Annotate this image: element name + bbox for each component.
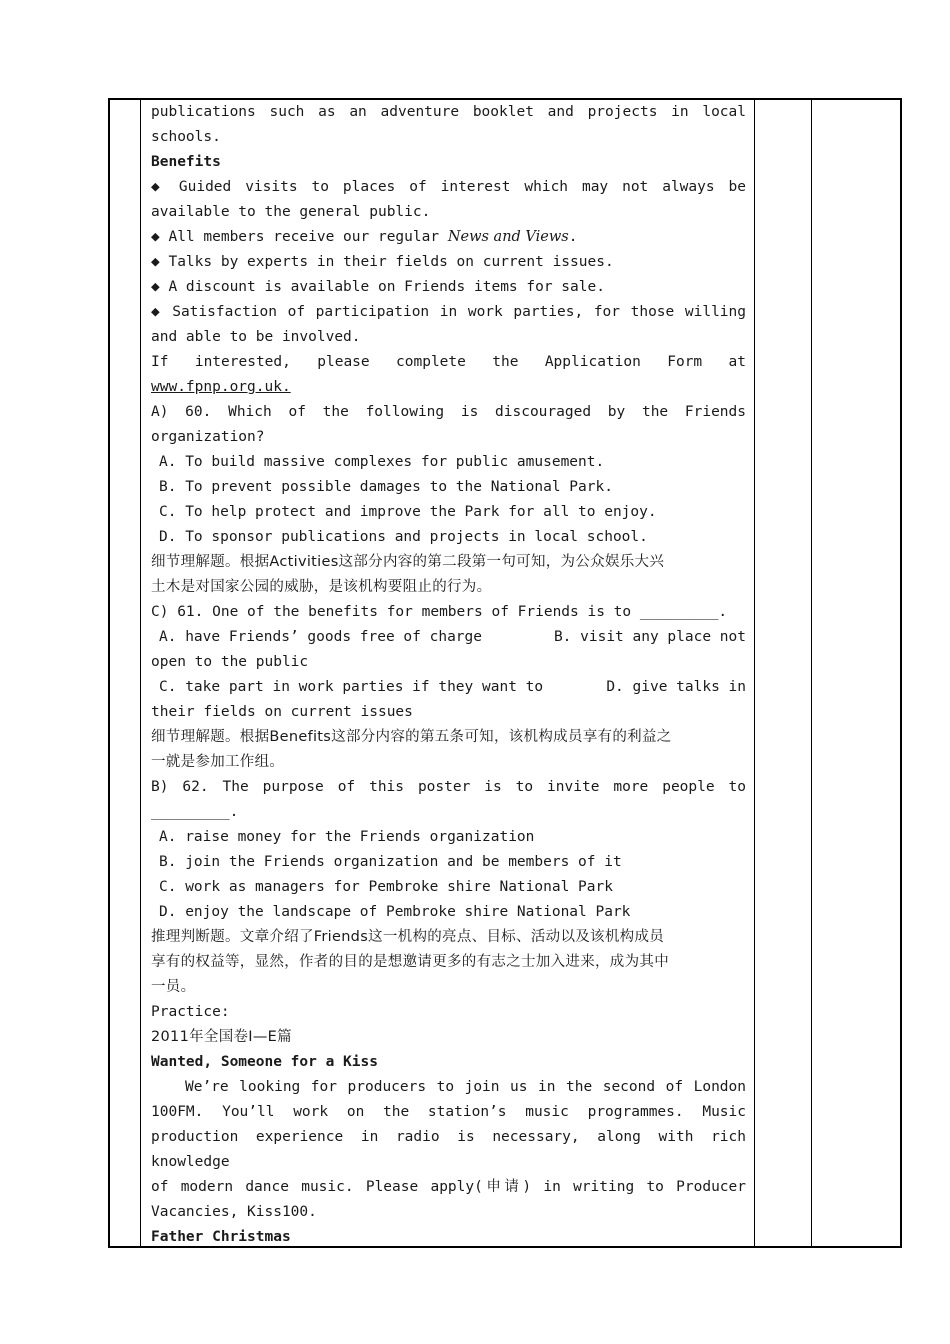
- benefit-item: and able to be involved.: [151, 329, 361, 345]
- option: B. join the Friends organization and be members of it: [159, 854, 622, 870]
- ad-body: production experience in radio is necessary, along with rich knowledge: [151, 1129, 746, 1170]
- text-line: schools.: [151, 129, 221, 145]
- benefit-item: ◆ All members receive our regular News and Views.: [151, 229, 578, 245]
- explanation-62: 推理判断题。文章介绍了Friends这一机构的亮点、目标、活动以及该机构成员: [151, 929, 665, 945]
- benefit-item: ◆ A discount is available on Friends items for sale.: [151, 279, 605, 295]
- benefit-item: ◆ Satisfaction of participation in work parties, for those willing: [151, 304, 746, 320]
- explanation-61: 细节理解题。根据Benefits这部分内容的第五条可知，该机构成员享有的利益之: [151, 729, 672, 745]
- benefit-item: available to the general public.: [151, 204, 431, 220]
- option-row: [151, 675, 746, 700]
- website-link[interactable]: www.fpnp.org.uk.: [151, 379, 291, 395]
- explanation-60: 土木是对国家公园的威胁，是该机构要阻止的行为。: [151, 579, 492, 595]
- option: D. To sponsor publications and projects in local school.: [159, 529, 648, 545]
- column-divider-3: [811, 100, 812, 1246]
- explanation-61: 一就是参加工作组。: [151, 754, 285, 770]
- option: C. take part in work parties if they want to: [159, 679, 544, 695]
- explanation-62: 一员。: [151, 979, 196, 995]
- practice-label: Practice:: [151, 1004, 230, 1020]
- option: their fields on current issues: [151, 704, 413, 720]
- column-divider-2: [754, 100, 755, 1246]
- question-61: C) 61. One of the benefits for members of Friends is to _________.: [151, 604, 728, 620]
- ad-body: Vacancies, Kiss100.: [151, 1204, 317, 1220]
- ad-title: Father Christmas: [151, 1229, 291, 1245]
- ad-title: Wanted, Someone for a Kiss: [151, 1054, 378, 1070]
- benefit-item: ◆ Talks by experts in their fields on current issues.: [151, 254, 614, 270]
- option: C. To help protect and improve the Park for all to enjoy.: [159, 504, 657, 520]
- option: open to the public: [151, 654, 309, 670]
- option: B. visit any place not: [553, 629, 746, 645]
- text-line: publications such as an adventure booklet and projects in local: [151, 104, 746, 120]
- explanation-60: 细节理解题。根据Activities这部分内容的第二段第一句可知，为公众娱乐大兴: [151, 554, 665, 570]
- option-row: [151, 625, 746, 650]
- option: A. To build massive complexes for public amusement.: [159, 454, 605, 470]
- practice-source: 2011年全国卷I—E篇: [151, 1029, 292, 1045]
- question-60: A) 60. Which of the following is discouraged by the Friends: [151, 404, 746, 420]
- explanation-62: 享有的权益等，显然，作者的目的是想邀请更多的有志之士加入进来，成为其中: [151, 954, 669, 970]
- question-60: organization?: [151, 429, 265, 445]
- column-divider-1: [140, 100, 141, 1246]
- reading-content: [151, 100, 746, 1250]
- benefits-heading: Benefits: [151, 154, 221, 170]
- ad-body: 100FM. You’ll work on the station’s music programmes. Music: [151, 1104, 746, 1120]
- ad-body: We’re looking for producers to join us in the second of London: [185, 1079, 746, 1095]
- option: A. have Friends’ goods free of charge: [159, 629, 483, 645]
- question-62: B) 62. The purpose of this poster is to invite more people to: [151, 779, 746, 795]
- apply-text: If interested, please complete the Application Form at: [151, 354, 746, 370]
- option: B. To prevent possible damages to the National Park.: [159, 479, 613, 495]
- benefit-item: ◆ Guided visits to places of interest which may not always be: [151, 179, 746, 195]
- ad-body: of modern dance music. Please apply(申请) in writing to Producer: [151, 1179, 746, 1195]
- option: D. enjoy the landscape of Pembroke shire National Park: [159, 904, 631, 920]
- option: D. give talks in: [606, 679, 746, 695]
- question-62: _________.: [151, 804, 239, 820]
- option: C. work as managers for Pembroke shire National Park: [159, 879, 613, 895]
- option: A. raise money for the Friends organization: [159, 829, 535, 845]
